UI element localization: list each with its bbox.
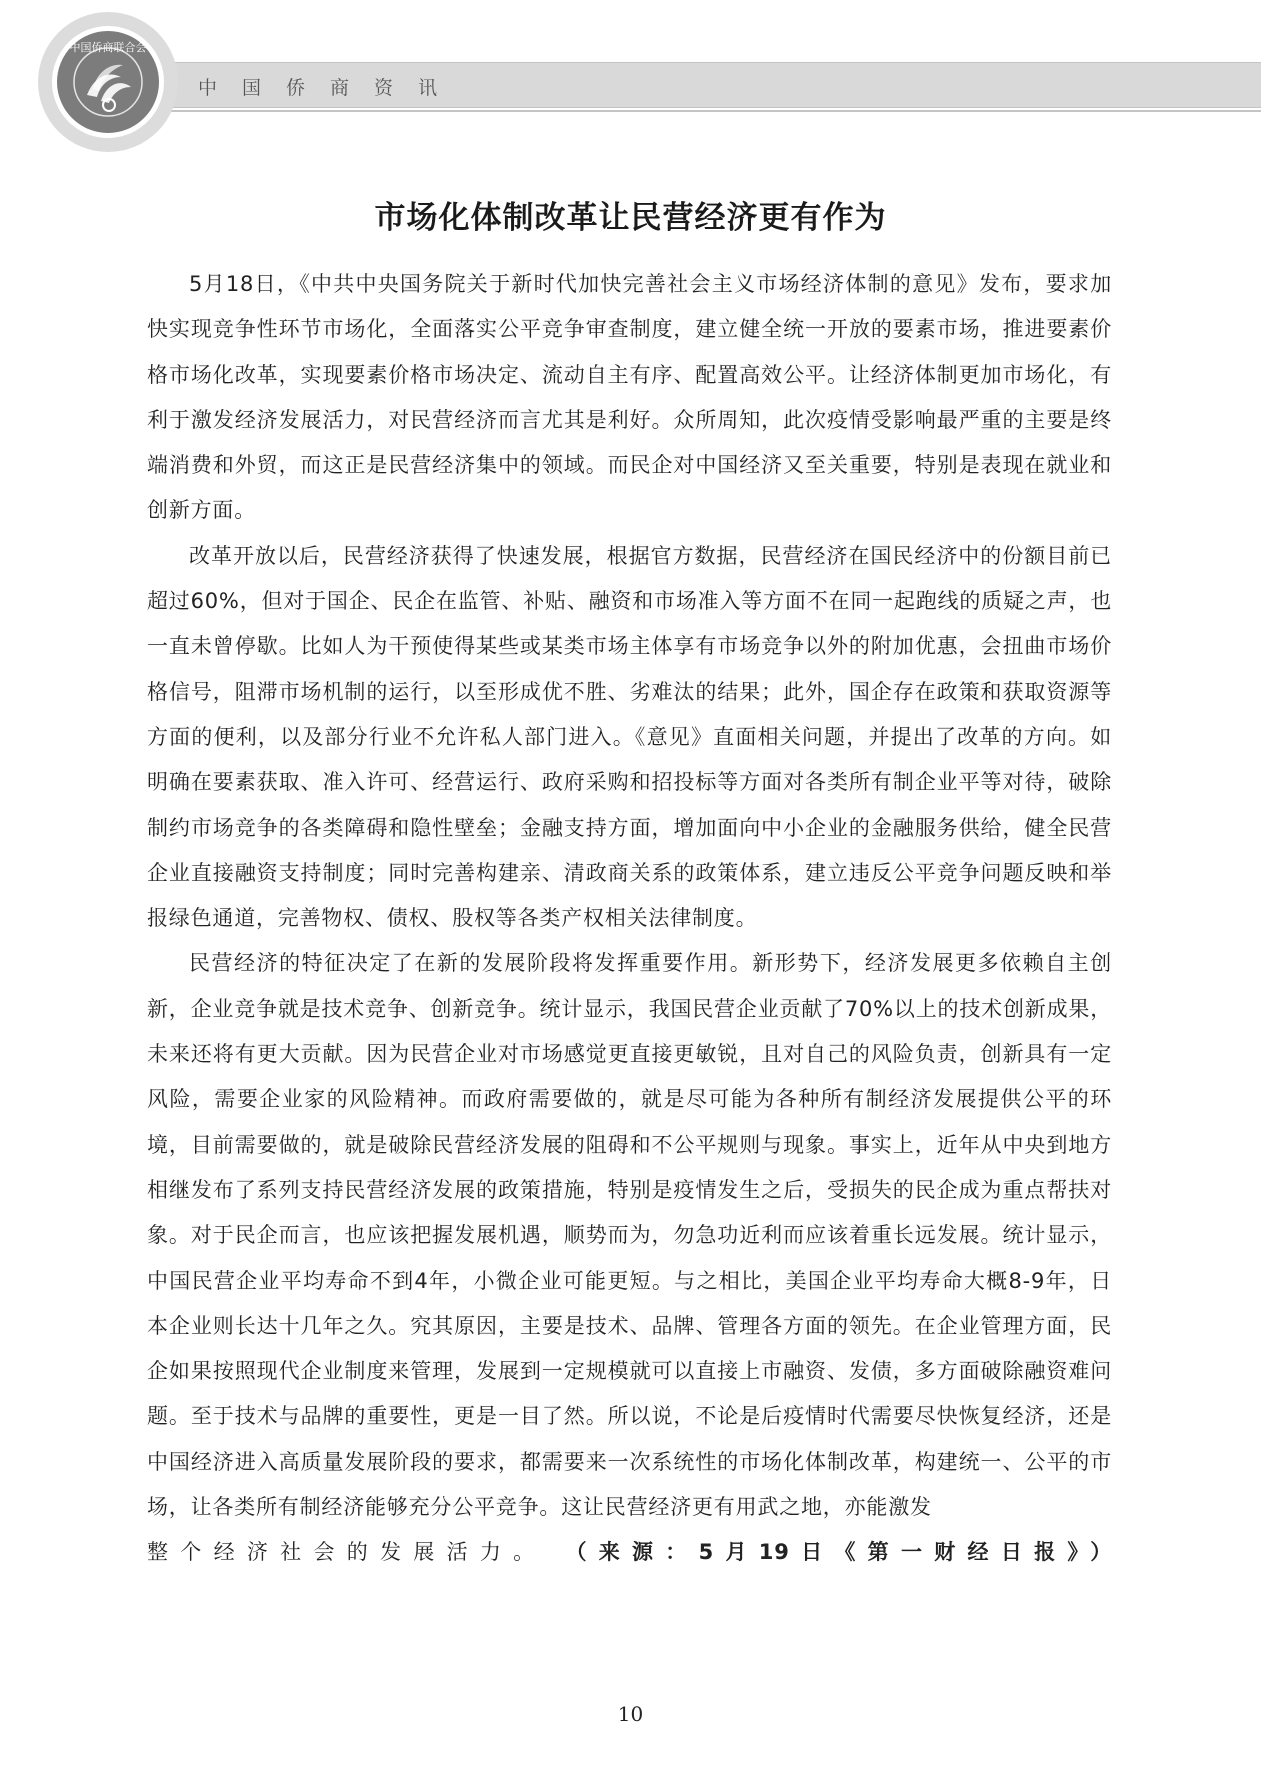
logo-text: 中国侨商联合会	[69, 41, 147, 54]
publication-name: 中国侨商资讯	[198, 77, 463, 99]
closing-text: 整个经济社会的发展活力。	[147, 1540, 547, 1565]
paragraph-3: 民营经济的特征决定了在新的发展阶段将发挥重要作用。新形势下，经济发展更多依赖自主创新，企业竞争就是技术竞争、创新竞争。统计显示，我国民营企业贡献了70%以上的技术创新成果，未来还将有更大贡献。因为民营企业对市场感觉更直接更敏锐，且对自己的风险负责，创新具有一定风险，需要企业家的风险精神。而政府需要做的，就是尽可能为各种所有制经济发展提供公平的环境，目前需要做的，就是破除民营经济发展的阻碍和不公平规则与现象。事实上，近年从中央到地方相继发布了系列支持民营经济发展的政策措施，特别是疫情发生之后，受损失的民企成为重点帮扶对象。对于民企而言，也应该把握发展机遇，顺势而为，勿急功近利而应该着重长远发展。统计显示，中国民营企业平均寿命不到4年，小微企业可能更短。与之相比，美国企业平均寿命大概8-9年，日本企业则长达十几年之久。究其原因，主要是技术、品牌、管理各方面的领先。在企业管理方面，民企如果按照现代企业制度来管理，发展到一定规模就可以直接上市融资、发债，多方面破除融资难问题。至于技术与品牌的重要性，更是一目了然。所以说，不论是后疫情时代需要尽快恢复经济，还是中国经济进入高质量发展阶段的要求，都需要来一次系统性的市场化体制改革，构建统一、公平的市场，让各类所有制经济能够充分公平竞争。这让民营经济更有用武之地，亦能激发	[147, 951, 1112, 1520]
header-rule	[170, 110, 1261, 112]
article-body	[147, 262, 1112, 1576]
article-title: 市场化体制改革让民营经济更有作为	[374, 200, 887, 236]
closing-line	[147, 1530, 1112, 1575]
source-citation: （来源：5月19日《第一财经日报》）	[565, 1540, 1112, 1565]
paragraph-1: 5月18日，《中共中央国务院关于新时代加快完善社会主义市场经济体制的意见》发布，要求加快实现竞争性环节市场化，全面落实公平竞争审查制度，建立健全统一开放的要素市场，推进要素价格市场化改革，实现要素价格市场决定、流动自主有序、配置高效公平。让经济体制更加市场化，有利于激发经济发展活力，对民营经济而言尤其是利好。众所周知，此次疫情受影响最严重的主要是终端消费和外贸，而这正是民营经济集中的领域。而民企对中国经济又至关重要，特别是表现在就业和创新方面。	[147, 272, 1112, 523]
paragraph-2: 改革开放以后，民营经济获得了快速发展，根据官方数据，民营经济在国民经济中的份额目前已超过60%，但对于国企、民企在监管、补贴、融资和市场准入等方面不在同一起跑线的质疑之声，也一直未曾停歇。比如人为干预使得某些或某类市场主体享有市场竞争以外的附加优惠，会扭曲市场价格信号，阻滞市场机制的运行，以至形成优不胜、劣难汰的结果；此外，国企存在政策和获取资源等方面的便利，以及部分行业不允许私人部门进入。《意见》直面相关问题，并提出了改革的方向。如明确在要素获取、准入许可、经营运行、政府采购和招投标等方面对各类所有制企业平等对待，破除制约市场竞争的各类障碍和隐性壁垒；金融支持方面，增加面向中小企业的金融服务供给，健全民营企业直接融资支持制度；同时完善构建亲、清政商关系的政策体系，建立违反公平竞争问题反映和举报绿色通道，完善物权、债权、股权等各类产权相关法律制度。	[147, 543, 1112, 931]
page-number: 10	[617, 1702, 644, 1726]
publication-logo	[52, 26, 164, 138]
